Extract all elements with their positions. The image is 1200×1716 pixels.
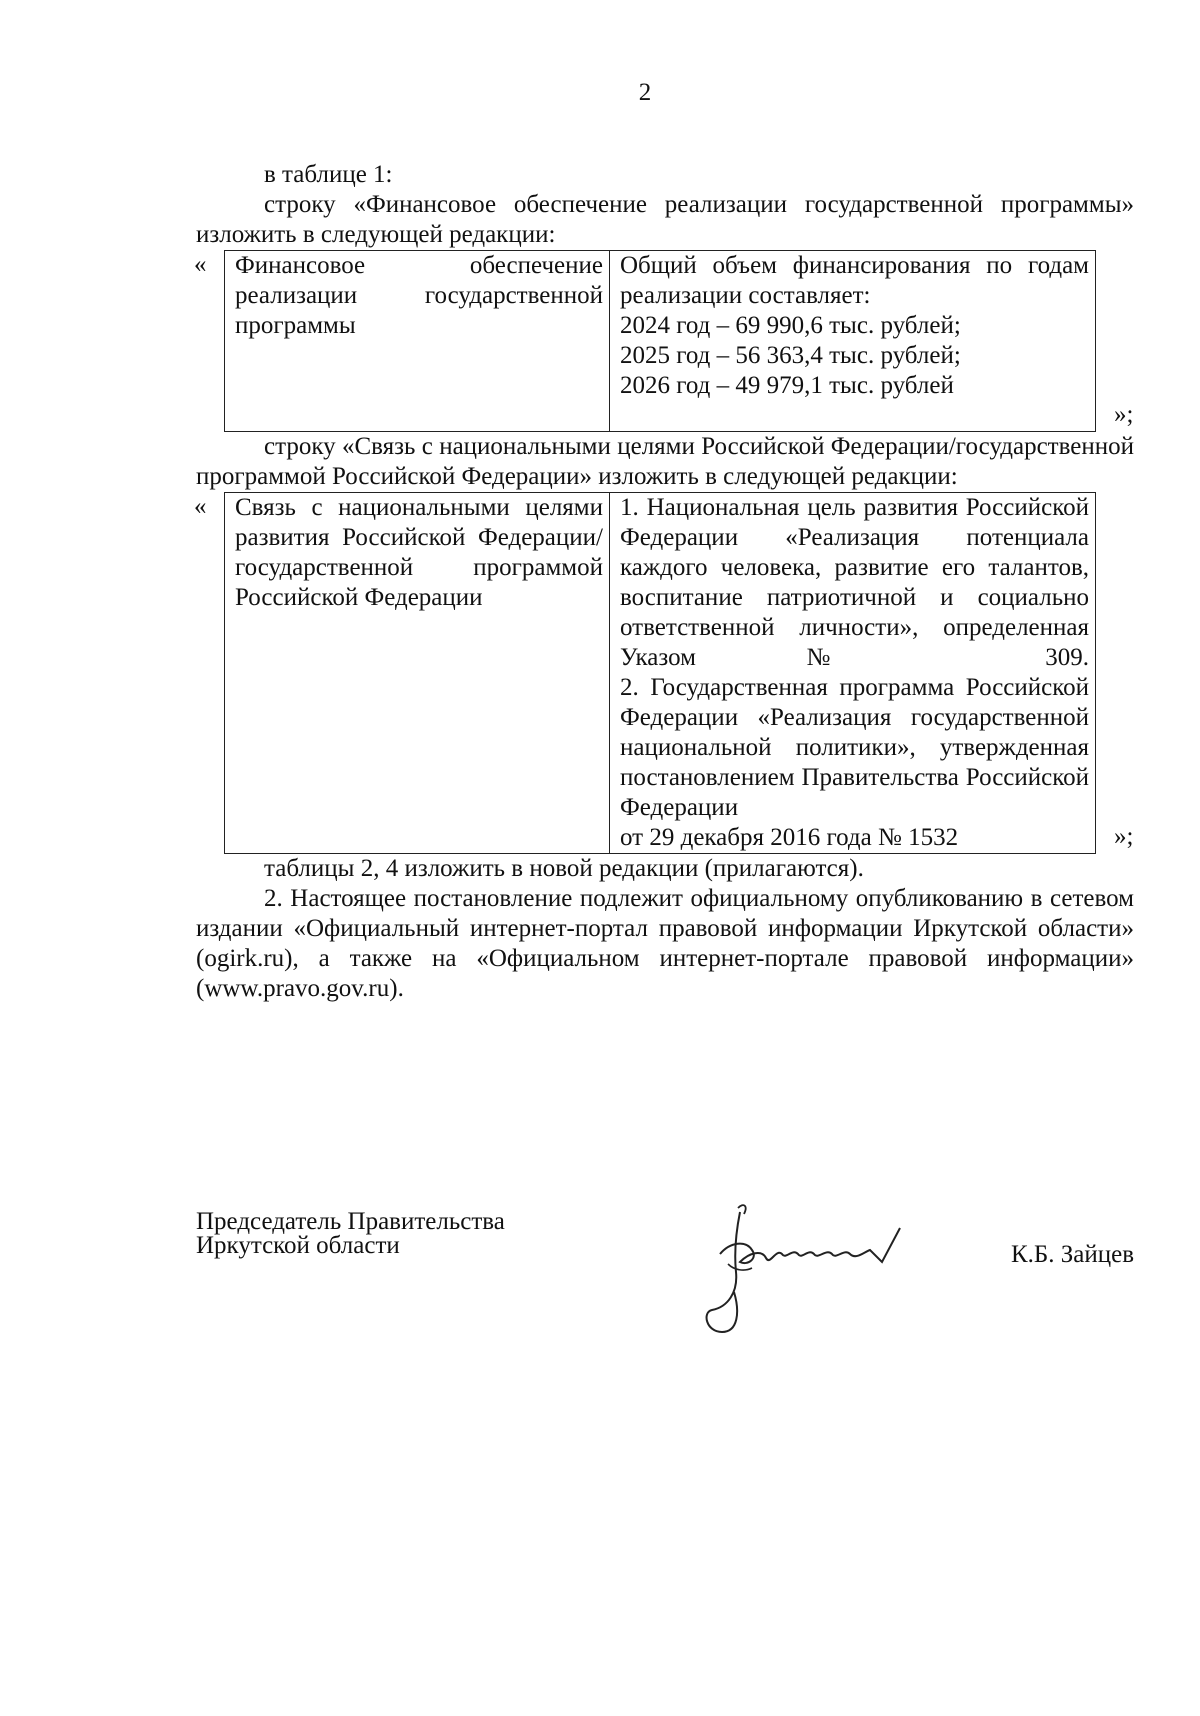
table2-right-cell (610, 493, 1096, 854)
row2-instruction: строку «Связь с национальными целями Российской Федерации/государственной программой Российской Федерации» изложить в следующей редакции: (196, 433, 1134, 490)
page-number: 2 (638, 79, 652, 106)
table2-row (225, 493, 1096, 854)
signature-block (196, 1210, 1134, 1350)
table1-close-quote: »; (1114, 401, 1134, 428)
state-program-item: 2. Государственная программа Российской Федерации «Реализация государственной национальной политики», утвержденная постановлением Правительства Российской Федерации (620, 674, 1089, 821)
table1-block (196, 250, 1134, 432)
table1-open-quote: « (194, 251, 207, 278)
table2-left-cell: Связь с национальными целями развития Российской Федерации/государственной программой Российской Федерации (225, 493, 610, 854)
signatory-title-line1: Председатель Правительства (196, 1208, 505, 1235)
table1-right-cell (610, 251, 1096, 432)
funding-2024-line: 2024 год – 69 990,6 тыс. рублей; (620, 312, 961, 339)
funding-2025-line: 2025 год – 56 363,4 тыс. рублей; (620, 342, 961, 369)
tables-note: таблицы 2, 4 изложить в новой редакции (прилагаются). (264, 855, 864, 882)
national-goal-item: 1. Национальная цель развития Российской Федерации «Реализация потенциала каждого человека, развитие его талантов, воспитание патриотичной и социально ответственной личности», определенная Указом № 309. (620, 494, 1089, 671)
handwritten-signature (700, 1192, 940, 1342)
signatory-title (196, 1210, 505, 1258)
table1-row (225, 251, 1096, 432)
signatory-title-line2: Иркутской области (196, 1232, 400, 1259)
funding-total-line: Общий объем финансирования по годам реализации составляет: (620, 252, 1089, 309)
table2-close-quote: »; (1114, 823, 1134, 850)
signatory-name: К.Б. Зайцев (1010, 1241, 1134, 1268)
table1-left-cell: Финансовое обеспечение реализации государственной программы (225, 251, 610, 432)
table2-open-quote: « (194, 493, 207, 520)
funding-2026-line: 2026 год – 49 979,1 тыс. рублей (620, 372, 954, 399)
state-program-date: от 29 декабря 2016 года № 1532 (620, 824, 959, 851)
table2 (224, 492, 1096, 854)
document-body (196, 160, 1134, 1004)
publication-paragraph: 2. Настоящее постановление подлежит официальному опубликованию в сетевом издании «Официальный интернет-портал правовой информации Иркутской области» (ogirk.ru), а также на «Официальном интернет-портале правовой информации» (www.pravo.gov.ru). (196, 885, 1134, 1002)
table1 (224, 250, 1096, 432)
row1-instruction: строку «Финансовое обеспечение реализации государственной программы» изложить в следующей редакции: (196, 191, 1134, 248)
table-reference: в таблице 1: (264, 161, 393, 188)
table2-block (196, 492, 1134, 854)
